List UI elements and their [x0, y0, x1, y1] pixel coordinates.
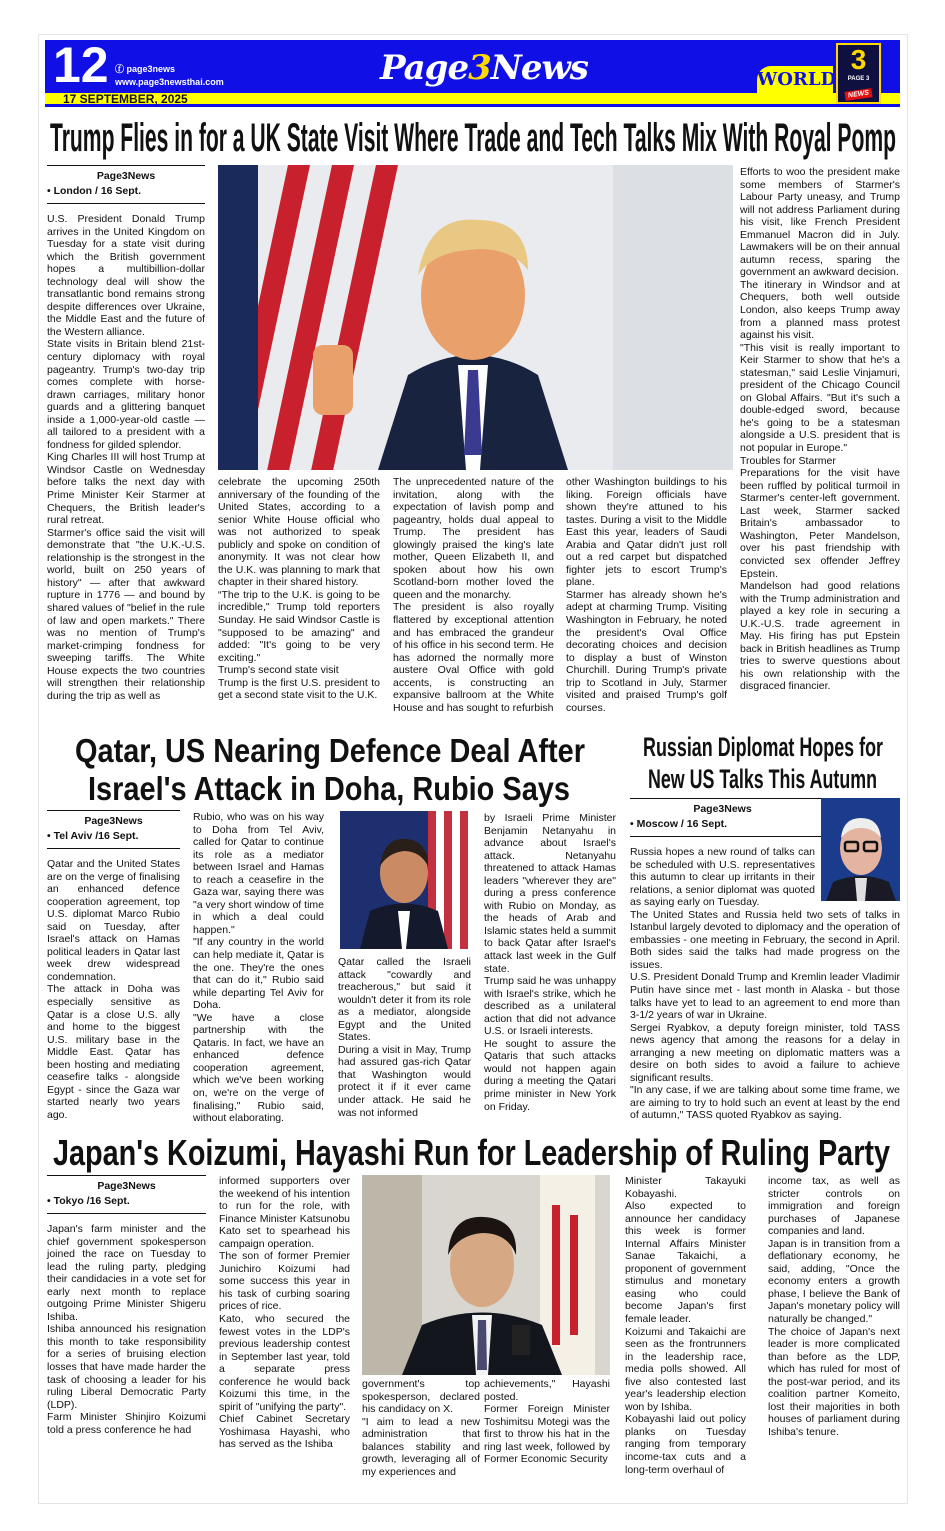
- badge-number: 3: [850, 44, 867, 75]
- article-qatar-column-1: [47, 810, 180, 1121]
- koizumi-photo: [362, 1175, 610, 1375]
- paragraph: Qatar called the Israeli attack "cowardly and treacherous," but said it wouldn't deter it from its role as a mediator, alongside Egypt and the United States.: [338, 956, 471, 1044]
- paragraph: by Israeli Prime Minister Benjamin Netanyahu in advance about Israel's attack. Netanyahu threatened to attack Hamas leaders "wherever they are" during a press conference with Rubio on Monday, as the heads of Arab and Islamic states held a summit to back Qatar after Israel's attack last week in the Gulf state.: [484, 812, 616, 975]
- badge-news: NEWS: [845, 88, 873, 101]
- paragraph: He sought to assure the Qataris that such attacks would not happen again during a meeting the Qatari prime minister in New York on Friday.: [484, 1037, 616, 1113]
- column-text: [625, 1175, 746, 1476]
- paragraph: The choice of Japan's next leader is more complicated than before as the LDP, which has ruled for most of the post-war period, and its coalition partner Komeito, lost their majorities in both houses of parliament during Ishiba's tenure.: [768, 1325, 900, 1438]
- byline-source: Page3News: [97, 1180, 156, 1192]
- column-text: [47, 213, 205, 702]
- column-text: [47, 1223, 206, 1436]
- paragraph: achievements," Hayashi posted.: [484, 1378, 610, 1403]
- column-text: [218, 476, 380, 702]
- byline: [47, 165, 205, 204]
- paragraph: Starmer's office said the visit will demonstrate that "the U.K.-U.S. relationship is the strongest in the world, built on 250 years of history" — after that awkward rupture in 1776 — and bound by shared values of "belief in the rule of law and open markets." There was no mention of Trump's market-crimping fondness for sweeping tariffs. The White House expects the two countries will strengthen their relationship during the trip as well as: [47, 526, 205, 702]
- byline-source: Page3News: [84, 815, 143, 827]
- paragraph: Sergei Ryabkov, a deputy foreign minister, told TASS news agency that among the reasons for a delay in arranging a new meeting on diplomatic matters was a desire on both sides to avoid a failure to achieve significant results.: [630, 1021, 900, 1084]
- page3-badge-logo: [836, 43, 881, 104]
- byline: [47, 810, 180, 849]
- column-text: [193, 811, 324, 1125]
- badge-page: PAGE 3: [847, 76, 870, 82]
- paragraph: The president is also royally flattered by exceptional attention and has embraced the grandeur of his office in his second term. He has adorned the normally more austere Oval Office with gold accents, is constructing an expansive ballroom at the White House and has sought to refurbish: [393, 601, 554, 714]
- column-text: [393, 476, 554, 714]
- paragraph: Trump is the first U.S. president to get a second state visit to the U.K.: [218, 676, 380, 702]
- paragraph: The unprecedented nature of the invitation, along with the expectation of lavish pomp and pageantry, holds dual appeal to Trump. The president has glowingly praised the king's late mother, Queen Elizabeth II, and spoken about how his own Scotland-born mother loved the queen and the monarchy.: [393, 476, 554, 601]
- article-trump-column-3: [393, 476, 554, 714]
- paragraph: Mandelson had good relations with the Trump administration and played a key role in securing a U.K.-U.S. trade agreement in May. His firing has put Epstein back in British headlines as Trump tries to swerve questions about his own relationship with the disgraced financier.: [740, 580, 900, 693]
- paragraph: "I aim to lead a new administration that balances stability and growth, leveraging all of my experiences and: [362, 1415, 480, 1478]
- paragraph: other Washington buildings to his liking. Foreign officials have shown they're attuned to his tastes. During a visit to the Middle East this year, leaders of Saudi Arabia and Qatar didn't just roll out a red carpet but dispatched fighter jets to escort Trump's plane.: [566, 476, 727, 589]
- article-qatar-column-2: [193, 811, 324, 1125]
- logo-part: 3: [468, 48, 491, 88]
- column-text: [219, 1175, 350, 1451]
- paragraph: Minister Takayuki Kobayashi.: [625, 1175, 746, 1200]
- paragraph: Qatar and the United States are on the verge of finalising an enhanced defence cooperation agreement, top U.S. diplomat Marco Rubio said on Tuesday, after Israel's attack on Hamas political leaders in Qatar last week drew widespread condemnation.: [47, 858, 180, 983]
- paragraph: King Charles III will host Trump at Windsor Castle on Wednesday before talks the next day with Prime Minister Keir Starmer at Chequers, the British leader's rural retreat.: [47, 451, 205, 527]
- article-japan-column-3: [362, 1378, 480, 1478]
- paragraph: The attack in Doha was especially sensitive as Qatar is a close U.S. ally and home to the biggest U.S. military base in the Middle East. Qatar has been hosting and mediating ceasefire talks - alongside Egypt - since the Gaza war started nearly two years ago.: [47, 983, 180, 1121]
- column-text: [566, 476, 727, 714]
- paragraph: U.S. President Donald Trump and Kremlin leader Vladimir Putin have since met - last month in Alaska - but those talks have yet to lead to an agreement to end more than 3-1/2 years of war in Ukraine.: [630, 971, 900, 1022]
- headline-russia-line-2: New US Talks This Autumn: [648, 764, 877, 794]
- column-text: [47, 858, 180, 1121]
- headline-qatar-line-1: Qatar, US Nearing Defence Deal After: [75, 732, 585, 769]
- paragraph: Chief Cabinet Secretary Yoshimasa Hayashi, who has served as the Ishiba: [219, 1413, 350, 1451]
- paragraph: Russia hopes a new round of talks can be scheduled with U.S. representatives this autumn to clear up irritants in their relations, a senior diplomat was quoted as saying early on Tuesday.: [630, 846, 815, 909]
- paragraph: "We have a close partnership with the Qataris. In fact, we have an enhanced defence cooperation agreement, which we've been working on, we're on the verge of finalising," Rubio said, without elaborating.: [193, 1011, 324, 1125]
- byline-dateline: • Moscow / 16 Sept.: [630, 818, 728, 830]
- masthead: [45, 37, 900, 107]
- byline-source: Page3News: [693, 803, 752, 815]
- paragraph: Japan is in transition from a deflationary economy, he said, adding, "Once the economy enters a growth phase, I believe the Bank of Japan's monetary policy will naturally be changed.": [768, 1237, 900, 1326]
- paragraph: Starmer has already shown he's adept at charming Trump. Visiting Washington in February, he noted the president's Oval Office decorating choices and decision to display a bust of Winston Churchill. During Trump's private trip to Scotland in July, Starmer visited and praised Trump's golf courses.: [566, 588, 727, 714]
- headline-russia-line-1: Russian Diplomat Hopes for: [643, 732, 883, 762]
- paragraph: income tax, as well as stricter controls on immigration and foreign purchases of Japanese companies and land.: [768, 1175, 900, 1238]
- facebook-handle: [115, 62, 175, 75]
- paragraph: informed supporters over the weekend of his intention to run for the role, with Finance Minister Katsunobu Kato set to spearhead his campaign operation.: [219, 1175, 350, 1250]
- paragraph: Former Foreign Minister Toshimitsu Motegi was the first to throw his hat in the ring last week, followed by Former Economic Security: [484, 1403, 610, 1466]
- article-trump-column-5: [740, 166, 900, 693]
- ryabkov-photo: [821, 798, 900, 901]
- headline-japan: Japan's Koizumi, Hayashi Run for Leadership of Ruling Party: [53, 1132, 890, 1173]
- paragraph: The itinerary in Windsor and at Chequers, both well outside London, also keeps Trump away from a planned mass protest against his visit.: [740, 278, 900, 342]
- paragraph: Koizumi and Takaichi are seen as the frontrunners in the leadership race, media polls showed. All five also contested last year's leadership election won by Ishiba.: [625, 1325, 746, 1413]
- column-text: [768, 1175, 900, 1438]
- article-russia-body: [630, 798, 900, 1122]
- paragraph: Rubio, who was on his way to Doha from Tel Aviv, called for Qatar to continue its role as a mediator between Israel and Hamas to reach a ceasefire in the Gaza war, saying there was "a very short window of time in which a deal could happen.": [193, 811, 324, 936]
- byline-dateline: • Tokyo /16 Sept.: [47, 1195, 130, 1207]
- paragraph: Kato, who secured the fewest votes in the LDP's previous leadership contest in September last year, told a separate press conference he would back Koizumi this time, in the spirit of "unifying the party".: [219, 1313, 350, 1413]
- article-trump-column-2: [218, 476, 380, 702]
- paragraph: Troubles for Starmer: [740, 454, 836, 467]
- article-japan-column-5: [625, 1175, 746, 1476]
- column-text: [338, 956, 471, 1119]
- article-trump-column-1: [47, 165, 205, 702]
- paragraph: "In any case, if we are talking about some time frame, we are aiming to try to hold such an event at least by the end of autumn," TASS quoted Ryabkov as saying.: [630, 1084, 900, 1122]
- headline-qatar-line-2: Israel's Attack in Doha, Rubio Says: [88, 770, 570, 807]
- logo-part: Page: [380, 48, 469, 88]
- headline-trump-uk: Trump Flies in for a UK State Visit Where Trade and Tech Talks Mix With Royal Pomp: [50, 116, 896, 160]
- article-japan-column-6: [768, 1175, 900, 1438]
- byline: [47, 1175, 206, 1214]
- section-label: WORLD: [757, 66, 833, 93]
- article-japan-column-1: [47, 1175, 206, 1436]
- paragraph: government's top spokesperson, declared his candidacy on X.: [362, 1378, 480, 1416]
- paragraph: “The trip to the U.K. is going to be incredible," Trump told reporters Sunday. He said Windsor Castle is "supposed to be amazing" and added: "It's going to be very exciting.": [218, 588, 380, 664]
- paragraph: During a visit in May, Trump had assured gas-rich Qatar that Washington would protect it if it ever came under attack. He said he was not informed: [338, 1043, 471, 1119]
- paragraph: The son of former Premier Junichiro Koizumi had some success this year in his task of curbing soaring prices of rice.: [219, 1250, 350, 1313]
- facebook-handle-text: page3news: [126, 64, 176, 74]
- paragraph: Efforts to woo the president make some members of Starmer's Labour Party uneasy, and Trump will not address Parliament during his visit, like French President Emmanuel Macron did in July. Lawmakers will be on their annual autumn recess, sparing the government an awkward decision.: [740, 166, 900, 279]
- byline-dateline: • Tel Aviv /16 Sept.: [47, 830, 139, 842]
- trump-photo: [218, 165, 733, 470]
- logo-part: News: [490, 48, 588, 88]
- facebook-icon: ⓕ: [115, 64, 127, 74]
- issue-date: 17 SEPTEMBER, 2025: [63, 92, 188, 106]
- byline-source: Page3News: [96, 170, 156, 182]
- paragraph: U.S. President Donald Trump arrives in the United Kingdom on Tuesday for a state visit during which the British government hopes a multibillion-dollar technology deal will show the transatlantic bond remains strong despite differences over Ukraine, the Middle East and the future of the Western alliance.: [47, 213, 205, 338]
- paragraph: Trump said he was unhappy with Israel's strike, which he described as a unilateral action that did not advance U.S. or Israeli interests.: [484, 975, 616, 1038]
- paragraph: State visits in Britain blend 21st-century diplomacy with royal pageantry. Trump's two-day trip comes complete with horse-drawn carriages, military honor guards and a glittering banquet inside a 1,000-year-old castle — all tailored to a president with a fondness for gilded splendor.: [47, 338, 205, 451]
- paragraph: Also expected to announce her candidacy this week is former Internal Affairs Minister Sanae Takaichi, a proponent of government stimulus and monetary easing who could become Japan's first female leader.: [625, 1200, 746, 1326]
- paragraph: "If any country in the world can help mediate it, Qatar is the one. They're the ones that can do it," Rubio said while departing Tel Aviv for Doha.: [193, 936, 324, 1012]
- article-trump-column-4: [566, 476, 727, 714]
- paragraph: The United States and Russia held two sets of talks in Istanbul largely devoted to diplomacy and the operation of embassies - one meeting in February, the second in April. Both sides said the talks had made progress on the issues.: [630, 908, 900, 971]
- page-number: 12: [53, 37, 109, 93]
- article-japan-column-4: [484, 1378, 610, 1466]
- website-link[interactable]: www.page3newsthai.com: [115, 77, 224, 87]
- paragraph: Kobayashi laid out policy planks on Tuesday ranging from temporary income-tax cuts and a long-term overhaul of: [625, 1413, 746, 1476]
- paragraph: celebrate the upcoming 250th anniversary of the founding of the United States, according to a senior White House official who was not authorized to speak publicly and spoke on condition of anonymity. It was not clear how the U.K. was planning to mark that chapter in their shared history.: [218, 476, 380, 589]
- article-qatar-column-3: [338, 956, 471, 1119]
- column-text: [362, 1378, 480, 1478]
- paragraph: Ishiba announced his resignation this month to take responsibility for a series of bruising election losses that have made harder the task of choosing a leader for his ruling Liberal Democratic Party (LDP).: [47, 1323, 206, 1411]
- paragraph: "This visit is really important to Keir Starmer to show that he's a statesman," said Leslie Vinjamuri, president of the Chicago Council on Global Affairs. "But it's such a double-edged sword, because he's going to be a statesman alongside a U.S. president that is not popular in Europe.": [740, 341, 900, 455]
- article-japan-column-2: [219, 1175, 350, 1451]
- paragraph: Farm Minister Shinjiro Koizumi told a press conference he had: [47, 1411, 206, 1436]
- paragraph: Preparations for the visit have been ruffled by political turmoil in Starmer's center-left government. Last week, Starmer sacked Britain's ambassador to Washington, Peter Mandelson, over his past friendship with convicted sex offender Jeffrey Epstein.: [740, 467, 900, 580]
- paragraph: Japan's farm minister and the chief government spokesperson joined the race on Tuesday to lead the ruling party, pledging their candidacies in a vote set for early next month to replace outgoing Prime Minister Shigeru Ishiba.: [47, 1223, 206, 1323]
- column-text: [484, 1378, 610, 1466]
- rubio-photo: [340, 811, 468, 949]
- byline-dateline: • London / 16 Sept.: [47, 185, 142, 197]
- newspaper-logo: [380, 48, 588, 88]
- column-text: [484, 812, 616, 1113]
- article-qatar-column-4: [484, 812, 616, 1113]
- column-text: [740, 166, 900, 693]
- paragraph: Trump's second state visit: [218, 664, 339, 677]
